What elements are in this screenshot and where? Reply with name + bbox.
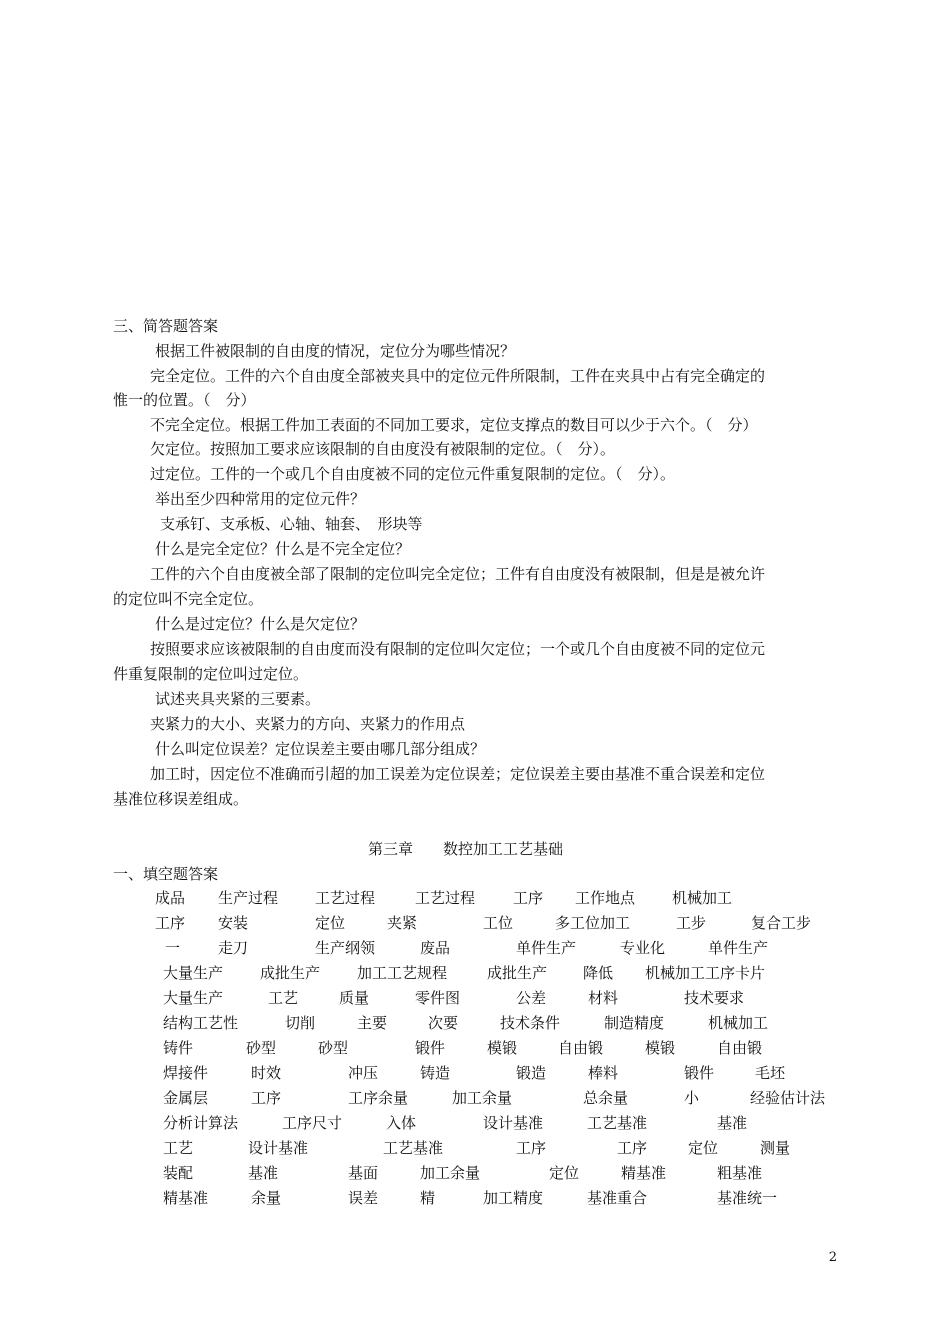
answer-line: 夹紧力的大小、夹紧力的方向、夹紧力的作用点 (150, 715, 466, 733)
answer-term: 铸造 (420, 1064, 451, 1082)
answer-line: 工件的六个自由度被全部了限制的定位叫完全定位；工件有自由度没有被限制，但是是被允许 (150, 565, 766, 583)
answer-term: 基准重合 (587, 1189, 648, 1207)
answer-line: 基准位移误差组成。 (113, 790, 249, 808)
answer-line: 惟一的位置。（ 分） (113, 391, 256, 409)
answer-term: 工艺基准 (383, 1139, 444, 1157)
answer-term: 毛坯 (755, 1064, 786, 1082)
answer-term: 分析计算法 (163, 1114, 239, 1132)
fill-heading: 一、填空题答案 (113, 865, 219, 883)
answer-line: 欠定位。按照加工要求应该限制的自由度没有被限制的定位。（ 分）。 (150, 440, 616, 458)
answer-term: 工序余量 (348, 1089, 409, 1107)
question-line: 什么是过定位？什么是欠定位？ (155, 615, 366, 633)
answer-term: 工作地点 (575, 889, 636, 907)
answer-term: 工位 (483, 914, 514, 932)
answer-term: 砂型 (246, 1039, 277, 1057)
answer-term: 锻件 (684, 1064, 715, 1082)
answer-term: 装配 (163, 1164, 194, 1182)
answer-term: 一 (165, 939, 181, 957)
answer-term: 焊接件 (163, 1064, 209, 1082)
answer-term: 设计基准 (483, 1114, 544, 1132)
answer-term: 安装 (218, 914, 249, 932)
answer-term: 精基准 (621, 1164, 667, 1182)
answer-term: 机械加工 (708, 1014, 769, 1032)
answer-term: 大量生产 (163, 989, 224, 1007)
answer-term: 基准 (717, 1114, 748, 1132)
answer-term: 质量 (339, 989, 370, 1007)
answer-term: 工序 (516, 1139, 547, 1157)
answer-term: 工序 (513, 889, 544, 907)
answer-line: 的定位叫不完全定位。 (113, 590, 264, 608)
answer-term: 次要 (428, 1014, 459, 1032)
answer-term: 棒料 (588, 1064, 619, 1082)
answer-term: 模锻 (645, 1039, 676, 1057)
answer-line: 完全定位。工件的六个自由度全部被夹具中的定位元件所限制，工件在夹具中占有完全确定的 (150, 367, 766, 385)
answer-term: 入体 (386, 1114, 417, 1132)
chapter-title: 第三章 数控加工工艺基础 (368, 840, 564, 858)
answer-term: 多工位加工 (555, 914, 631, 932)
answer-term: 加工余量 (452, 1089, 513, 1107)
answer-term: 技术条件 (500, 1014, 561, 1032)
answer-term: 自由锻 (558, 1039, 604, 1057)
answer-term: 定位 (315, 914, 346, 932)
answer-term: 冲压 (348, 1064, 379, 1082)
answer-term: 定位 (549, 1164, 580, 1182)
answer-term: 成批生产 (260, 964, 321, 982)
answer-line: 过定位。工件的一个或几个自由度被不同的定位元件重复限制的定位。（ 分）。 (150, 465, 676, 483)
answer-term: 大量生产 (163, 964, 224, 982)
answer-term: 走刀 (218, 939, 249, 957)
answer-term: 成批生产 (487, 964, 548, 982)
answer-term: 工序 (155, 914, 186, 932)
answer-line: 支承钉、支承板、心轴、轴套、 形块等 (160, 515, 423, 533)
answer-term: 切削 (285, 1014, 316, 1032)
answer-term: 基准统一 (717, 1189, 778, 1207)
page-number: 2 (828, 1250, 837, 1265)
answer-term: 技术要求 (684, 989, 745, 1007)
answer-term: 公差 (516, 989, 547, 1007)
answer-line: 件重复限制的定位叫过定位。 (113, 665, 309, 683)
answer-term: 基准 (248, 1164, 279, 1182)
answer-term: 机械加工 (672, 889, 733, 907)
answer-term: 锻造 (516, 1064, 547, 1082)
answer-term: 主要 (357, 1014, 388, 1032)
answer-term: 金属层 (163, 1089, 209, 1107)
answer-term: 工艺 (163, 1139, 194, 1157)
answer-term: 余量 (251, 1189, 282, 1207)
answer-term: 经验估计法 (750, 1089, 826, 1107)
answer-term: 精基准 (163, 1189, 209, 1207)
answer-term: 定位 (688, 1139, 719, 1157)
answer-term: 加工工艺规程 (357, 964, 448, 982)
answer-term: 小 (684, 1089, 700, 1107)
question-line: 举出至少四种常用的定位元件？ (155, 490, 366, 508)
answer-term: 生产纲领 (315, 939, 376, 957)
answer-term: 铸件 (163, 1039, 194, 1057)
answer-line: 加工时，因定位不准确而引超的加工误差为定位误差；定位误差主要由基准不重合误差和定位 (150, 765, 766, 783)
answer-term: 工艺基准 (587, 1114, 648, 1132)
answer-term: 降低 (583, 964, 614, 982)
answer-term: 精 (420, 1189, 436, 1207)
answer-term: 单件生产 (708, 939, 769, 957)
question-line: 试述夹具夹紧的三要素。 (155, 690, 321, 708)
answer-term: 夹紧 (387, 914, 418, 932)
answer-term: 复合工步 (751, 914, 812, 932)
answer-term: 自由锻 (717, 1039, 763, 1057)
answer-term: 机械加工工序卡片 (645, 964, 766, 982)
question-line: 什么叫定位误差？定位误差主要由哪几部分组成？ (155, 740, 486, 758)
answer-term: 工艺过程 (415, 889, 476, 907)
answer-term: 工艺过程 (315, 889, 376, 907)
answer-term: 测量 (760, 1139, 791, 1157)
answer-term: 砂型 (318, 1039, 349, 1057)
answer-term: 结构工艺性 (163, 1014, 239, 1032)
section-heading: 三、简答题答案 (113, 317, 219, 335)
answer-term: 加工精度 (483, 1189, 544, 1207)
answer-term: 工序 (251, 1089, 282, 1107)
answer-term: 加工余量 (420, 1164, 481, 1182)
answer-term: 废品 (420, 939, 451, 957)
answer-term: 锻件 (415, 1039, 446, 1057)
answer-term: 基面 (348, 1164, 379, 1182)
answer-line: 不完全定位。根据工件加工表面的不同加工要求，定位支撑点的数目可以少于六个。（ 分） (150, 416, 758, 434)
answer-term: 工序 (617, 1139, 648, 1157)
answer-term: 设计基准 (248, 1139, 309, 1157)
answer-term: 总余量 (583, 1089, 629, 1107)
answer-term: 工艺 (268, 989, 299, 1007)
answer-term: 生产过程 (218, 889, 279, 907)
question-line: 根据工件被限制的自由度的情况，定位分为哪些情况？ (155, 342, 516, 360)
answer-term: 粗基准 (717, 1164, 763, 1182)
answer-term: 零件图 (415, 989, 461, 1007)
answer-term: 材料 (588, 989, 619, 1007)
answer-term: 工序尺寸 (282, 1114, 343, 1132)
answer-term: 工步 (676, 914, 707, 932)
answer-term: 制造精度 (604, 1014, 665, 1032)
question-line: 什么是完全定位？什么是不完全定位？ (155, 540, 411, 558)
answer-term: 模锻 (487, 1039, 518, 1057)
answer-line: 按照要求应该被限制的自由度而没有限制的定位叫欠定位；一个或几个自由度被不同的定位元 (150, 640, 766, 658)
answer-term: 时效 (251, 1064, 282, 1082)
answer-term: 误差 (348, 1189, 379, 1207)
answer-term: 单件生产 (516, 939, 577, 957)
answer-term: 成品 (155, 889, 186, 907)
answer-term: 专业化 (620, 939, 666, 957)
